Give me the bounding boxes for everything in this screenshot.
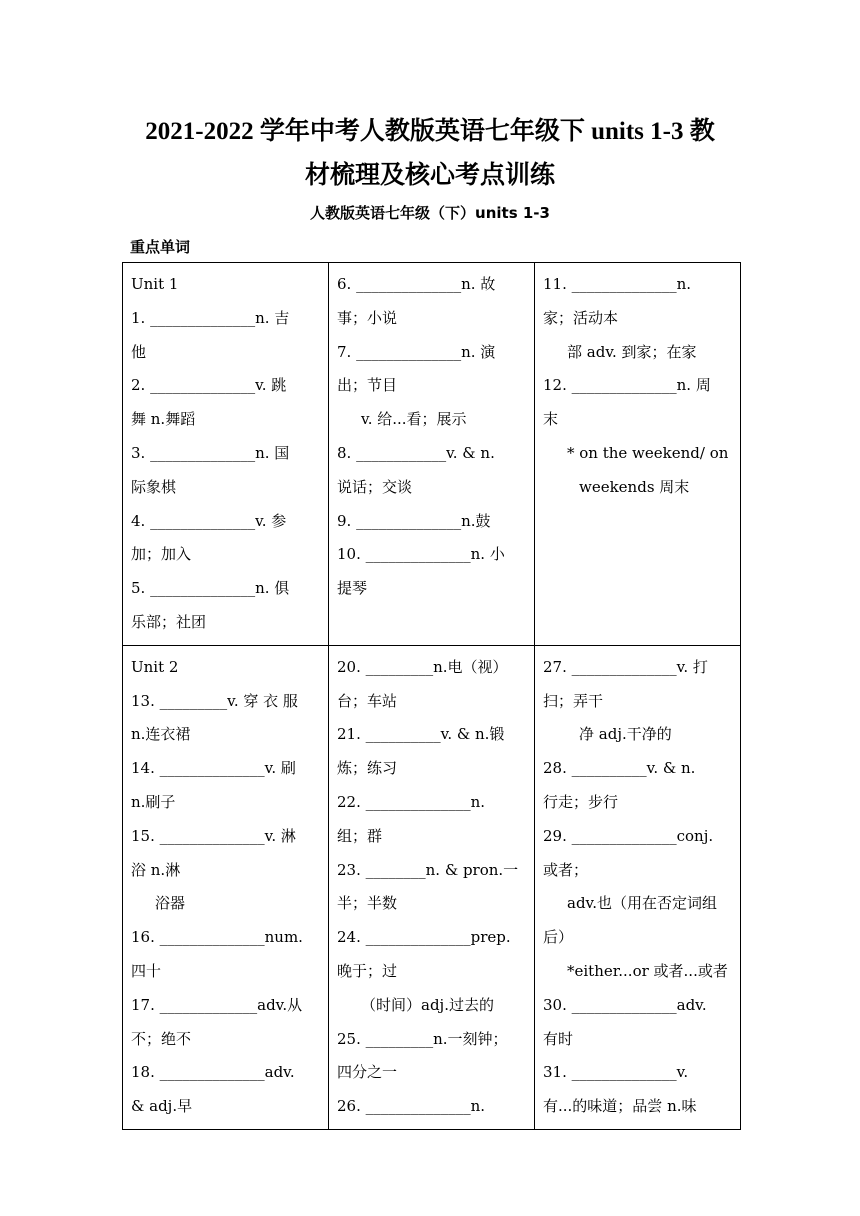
vocab-line: 4. ______________v. 参	[131, 511, 287, 530]
vocab-line: 25. _________n.一刻钟；	[337, 1029, 508, 1048]
vocab-line: 家；活动本	[543, 308, 619, 327]
vocab-line: adv.也（用在否定词组	[567, 894, 718, 913]
vocab-line: 出；节目	[337, 376, 398, 395]
vocab-line: 5. ______________n. 俱	[131, 579, 290, 598]
vocab-line: 2. ______________v. 跳	[131, 376, 287, 395]
vocab-line: 7. ______________n. 演	[337, 342, 496, 361]
vocab-line: 28. __________v. & n.	[543, 759, 696, 778]
vocab-line: 提琴	[337, 579, 368, 598]
vocab-line: 1. ______________n. 吉	[131, 308, 290, 327]
vocab-line: （时间）adj.过去的	[361, 995, 494, 1014]
vocab-line: v. 给...看；展示	[361, 410, 467, 429]
unit1-col3-cell	[535, 263, 741, 646]
vocab-line: 29. ______________conj.	[543, 826, 714, 845]
vocab-line: 有时	[543, 1029, 574, 1048]
vocab-line: 15. ______________v. 淋	[131, 826, 296, 845]
vocab-line: 22. ______________n.	[337, 792, 486, 811]
vocab-line: 14. ______________v. 刷	[131, 759, 296, 778]
vocab-line: 加；加入	[131, 545, 192, 564]
unit2-col2-cell	[329, 645, 535, 1129]
vocab-line: 炼；练习	[337, 759, 398, 778]
vocab-line: 舞 n.舞蹈	[131, 410, 196, 429]
unit2-col3-cell	[535, 645, 741, 1129]
unit1-col1-cell	[123, 263, 329, 646]
vocab-line: 8. ____________v. & n.	[337, 443, 495, 462]
vocab-line: 浴器	[155, 894, 186, 913]
vocabulary-table	[122, 262, 741, 1130]
unit1-heading: Unit 1	[131, 275, 179, 293]
vocab-line: 四分之一	[337, 1063, 398, 1082]
vocab-line: 24. ______________prep.	[337, 928, 511, 947]
vocab-line: 12. ______________n. 周	[543, 376, 711, 395]
title-line-2: 材梳理及核心考点训练	[304, 162, 555, 189]
vocab-line: 浴 n.淋	[131, 860, 181, 879]
vocab-line: 说话；交谈	[337, 477, 413, 496]
vocab-line: 9. ______________n.鼓	[337, 511, 491, 530]
vocab-line: 18. ______________adv.	[131, 1063, 295, 1082]
vocab-line: 17. _____________adv.从	[131, 995, 303, 1014]
unit2-row	[123, 645, 741, 1129]
vocab-line: 不；绝不	[131, 1029, 192, 1048]
document-title	[60, 110, 800, 198]
vocab-line: 23. ________n. & pron.一	[337, 860, 519, 879]
vocab-line: 26. ______________n.	[337, 1097, 486, 1116]
vocab-line: 行走；步行	[543, 792, 619, 811]
unit2-col1-cell	[123, 645, 329, 1129]
vocab-line: 10. ______________n. 小	[337, 545, 505, 564]
vocab-line: 30. ______________adv.	[543, 995, 707, 1014]
vocab-line: & adj.早	[131, 1097, 193, 1116]
vocab-line: 部 adv. 到家；在家	[567, 342, 697, 361]
vocab-line: 际象棋	[131, 477, 177, 496]
unit2-heading: Unit 2	[131, 657, 179, 676]
unit1-col2-cell	[329, 263, 535, 646]
unit1-row	[123, 263, 741, 646]
vocab-line: 16. ______________num.	[131, 928, 303, 947]
vocab-line: n.刷子	[131, 792, 176, 811]
vocab-line: 扫；弄干	[543, 691, 604, 710]
vocab-line: 半；半数	[337, 894, 398, 913]
vocab-line: 四十	[131, 961, 162, 980]
vocab-line: 净 adj.干净的	[579, 725, 672, 744]
vocab-line: 3. ______________n. 国	[131, 443, 290, 462]
vocab-line: 有...的味道；品尝 n.味	[543, 1097, 697, 1116]
vocab-line: 晚于；过	[337, 961, 398, 980]
vocab-line: weekends 周末	[579, 477, 690, 496]
section-heading: 重点单词	[130, 238, 191, 256]
vocab-line: 后）	[543, 928, 574, 947]
vocab-line: *either...or 或者...或者	[567, 961, 728, 980]
vocab-line: 27. ______________v. 打	[543, 657, 708, 676]
vocab-line: 乐部；社团	[131, 612, 207, 631]
vocab-line: 6. ______________n. 故	[337, 275, 496, 293]
vocab-line: 20. _________n.电（视）	[337, 657, 508, 676]
vocab-line: 他	[131, 342, 147, 361]
title-line-1: 2021-2022 学年中考人教版英语七年级下 units 1-3 教	[145, 118, 715, 145]
vocab-line: 11. ______________n.	[543, 275, 692, 293]
vocab-line: 13. _________v. 穿 衣 服	[131, 691, 298, 710]
vocab-line: n.连衣裙	[131, 725, 191, 744]
vocab-line: 末	[543, 410, 559, 429]
vocab-line: 组；群	[337, 826, 383, 845]
vocab-line: 或者；	[543, 860, 589, 879]
vocab-line: 21. __________v. & n.锻	[337, 725, 505, 744]
vocab-line: * on the weekend/ on	[567, 443, 729, 462]
document-subtitle: 人教版英语七年级（下）units 1-3	[310, 204, 550, 222]
vocab-line: 台；车站	[337, 691, 398, 710]
vocab-line: 事；小说	[337, 308, 398, 327]
vocab-line: 31. ______________v.	[543, 1063, 689, 1082]
